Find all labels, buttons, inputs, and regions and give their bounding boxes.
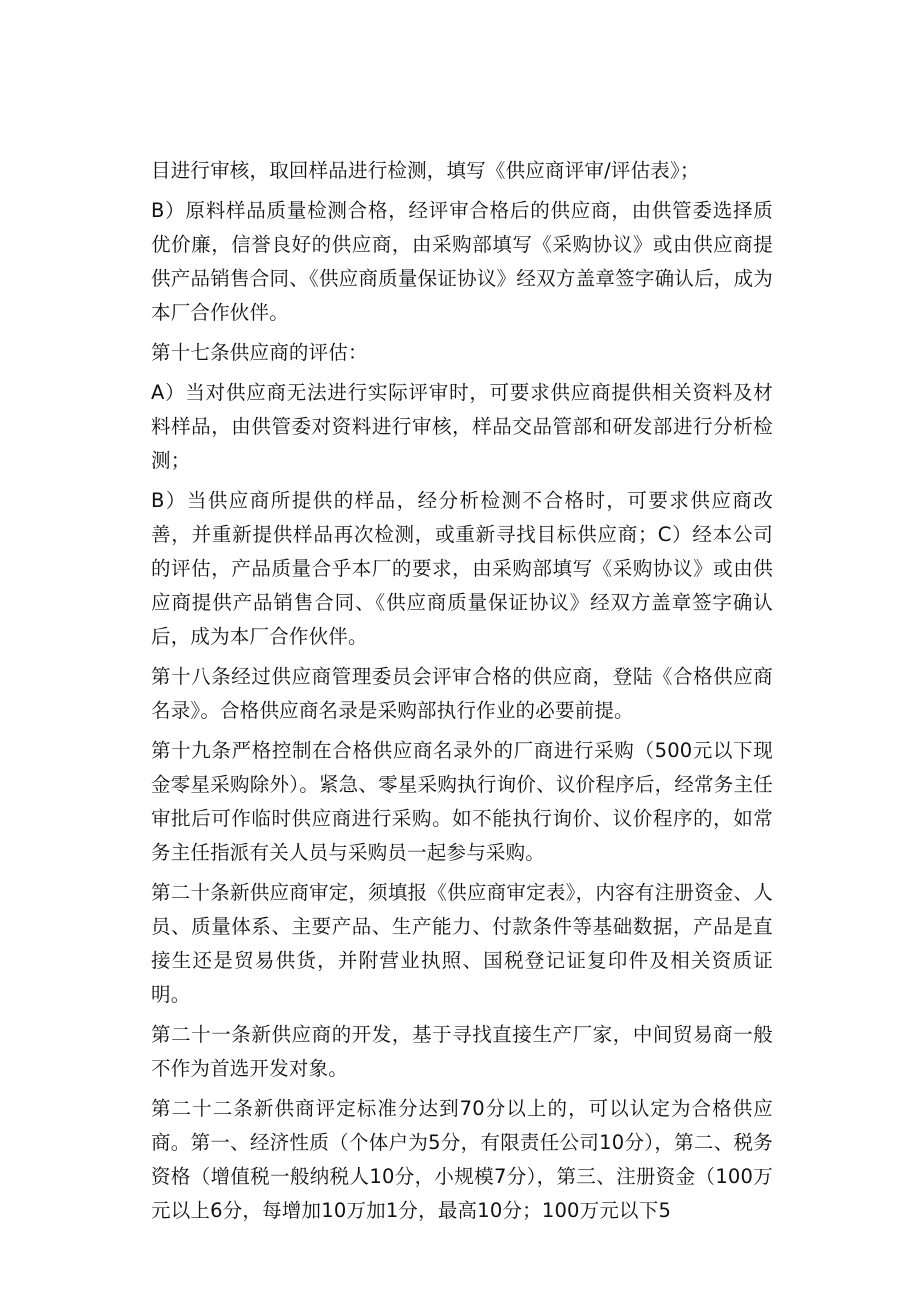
paragraph-6: 第十八条经过供应商管理委员会评审合格的供应商，登陆《合格供应商名录》。合格供应商名录是采购部执行作业的必要前提。 (151, 665, 773, 722)
paragraph-7: 第十九条严格控制在合格供应商名录外的厂商进行采购（500元以下现金零星采购除外）。紧急、零星采购执行询价、议价程序后，经常务主任审批后可作临时供应商进行采购。如不能执行询价、议价程序的，如常务主任指派有关人员与采购员一起参与采购。 (151, 739, 773, 864)
paragraph-1: 目进行审核，取回样品进行检测，填写《供应商评审/评估表》； (151, 159, 700, 182)
paragraph-3: 第十七条供应商的评估： (151, 341, 368, 364)
document-body (151, 154, 773, 1234)
paragraph-8: 第二十条新供应商审定，须填报《供应商审定表》，内容有注册资金、人员、质量体系、主要产品、生产能力、付款条件等基础数据，产品是直接生还是贸易供货，并附营业执照、国税登记证复印件及相关资质证明。 (151, 881, 773, 1006)
paragraph-9: 第二十一条新供应商的开发，基于寻找直接生产厂家，中间贸易商一般不作为首选开发对象。 (151, 1023, 773, 1080)
paragraph-4: A）当对供应商无法进行实际评审时，可要求供应商提供相关资料及材料样品，由供管委对资料进行审核，样品交品管部和研发部进行分析检测； (151, 381, 773, 472)
paragraph-2: B）原料样品质量检测合格，经评审合格后的供应商，由供管委选择质优价廉，信誉良好的供应商，由采购部填写《采购协议》或由供应商提供产品销售合同、《供应商质量保证协议》经双方盖章签字确认后，成为本厂合作伙伴。 (151, 199, 773, 324)
paragraph-5: B）当供应商所提供的样品，经分析检测不合格时，可要求供应商改善，并重新提供样品再次检测，或重新寻找目标供应商；C）经本公司的评估，产品质量合乎本厂的要求，由采购部填写《采购协议》或由供应商提供产品销售合同、《供应商质量保证协议》经双方盖章签字确认后，成为本厂合作伙伴。 (151, 489, 773, 648)
paragraph-10: 第二十二条新供商评定标准分达到70分以上的，可以认定为合格供应商。第一、经济性质（个体户为5分，有限责任公司10分），第二、税务资格（增值税一般纳税人10分，小规模7分），第三、注册资金（100万元以上6分，每增加10万加1分，最高10分；100万元以下5 (151, 1097, 773, 1222)
